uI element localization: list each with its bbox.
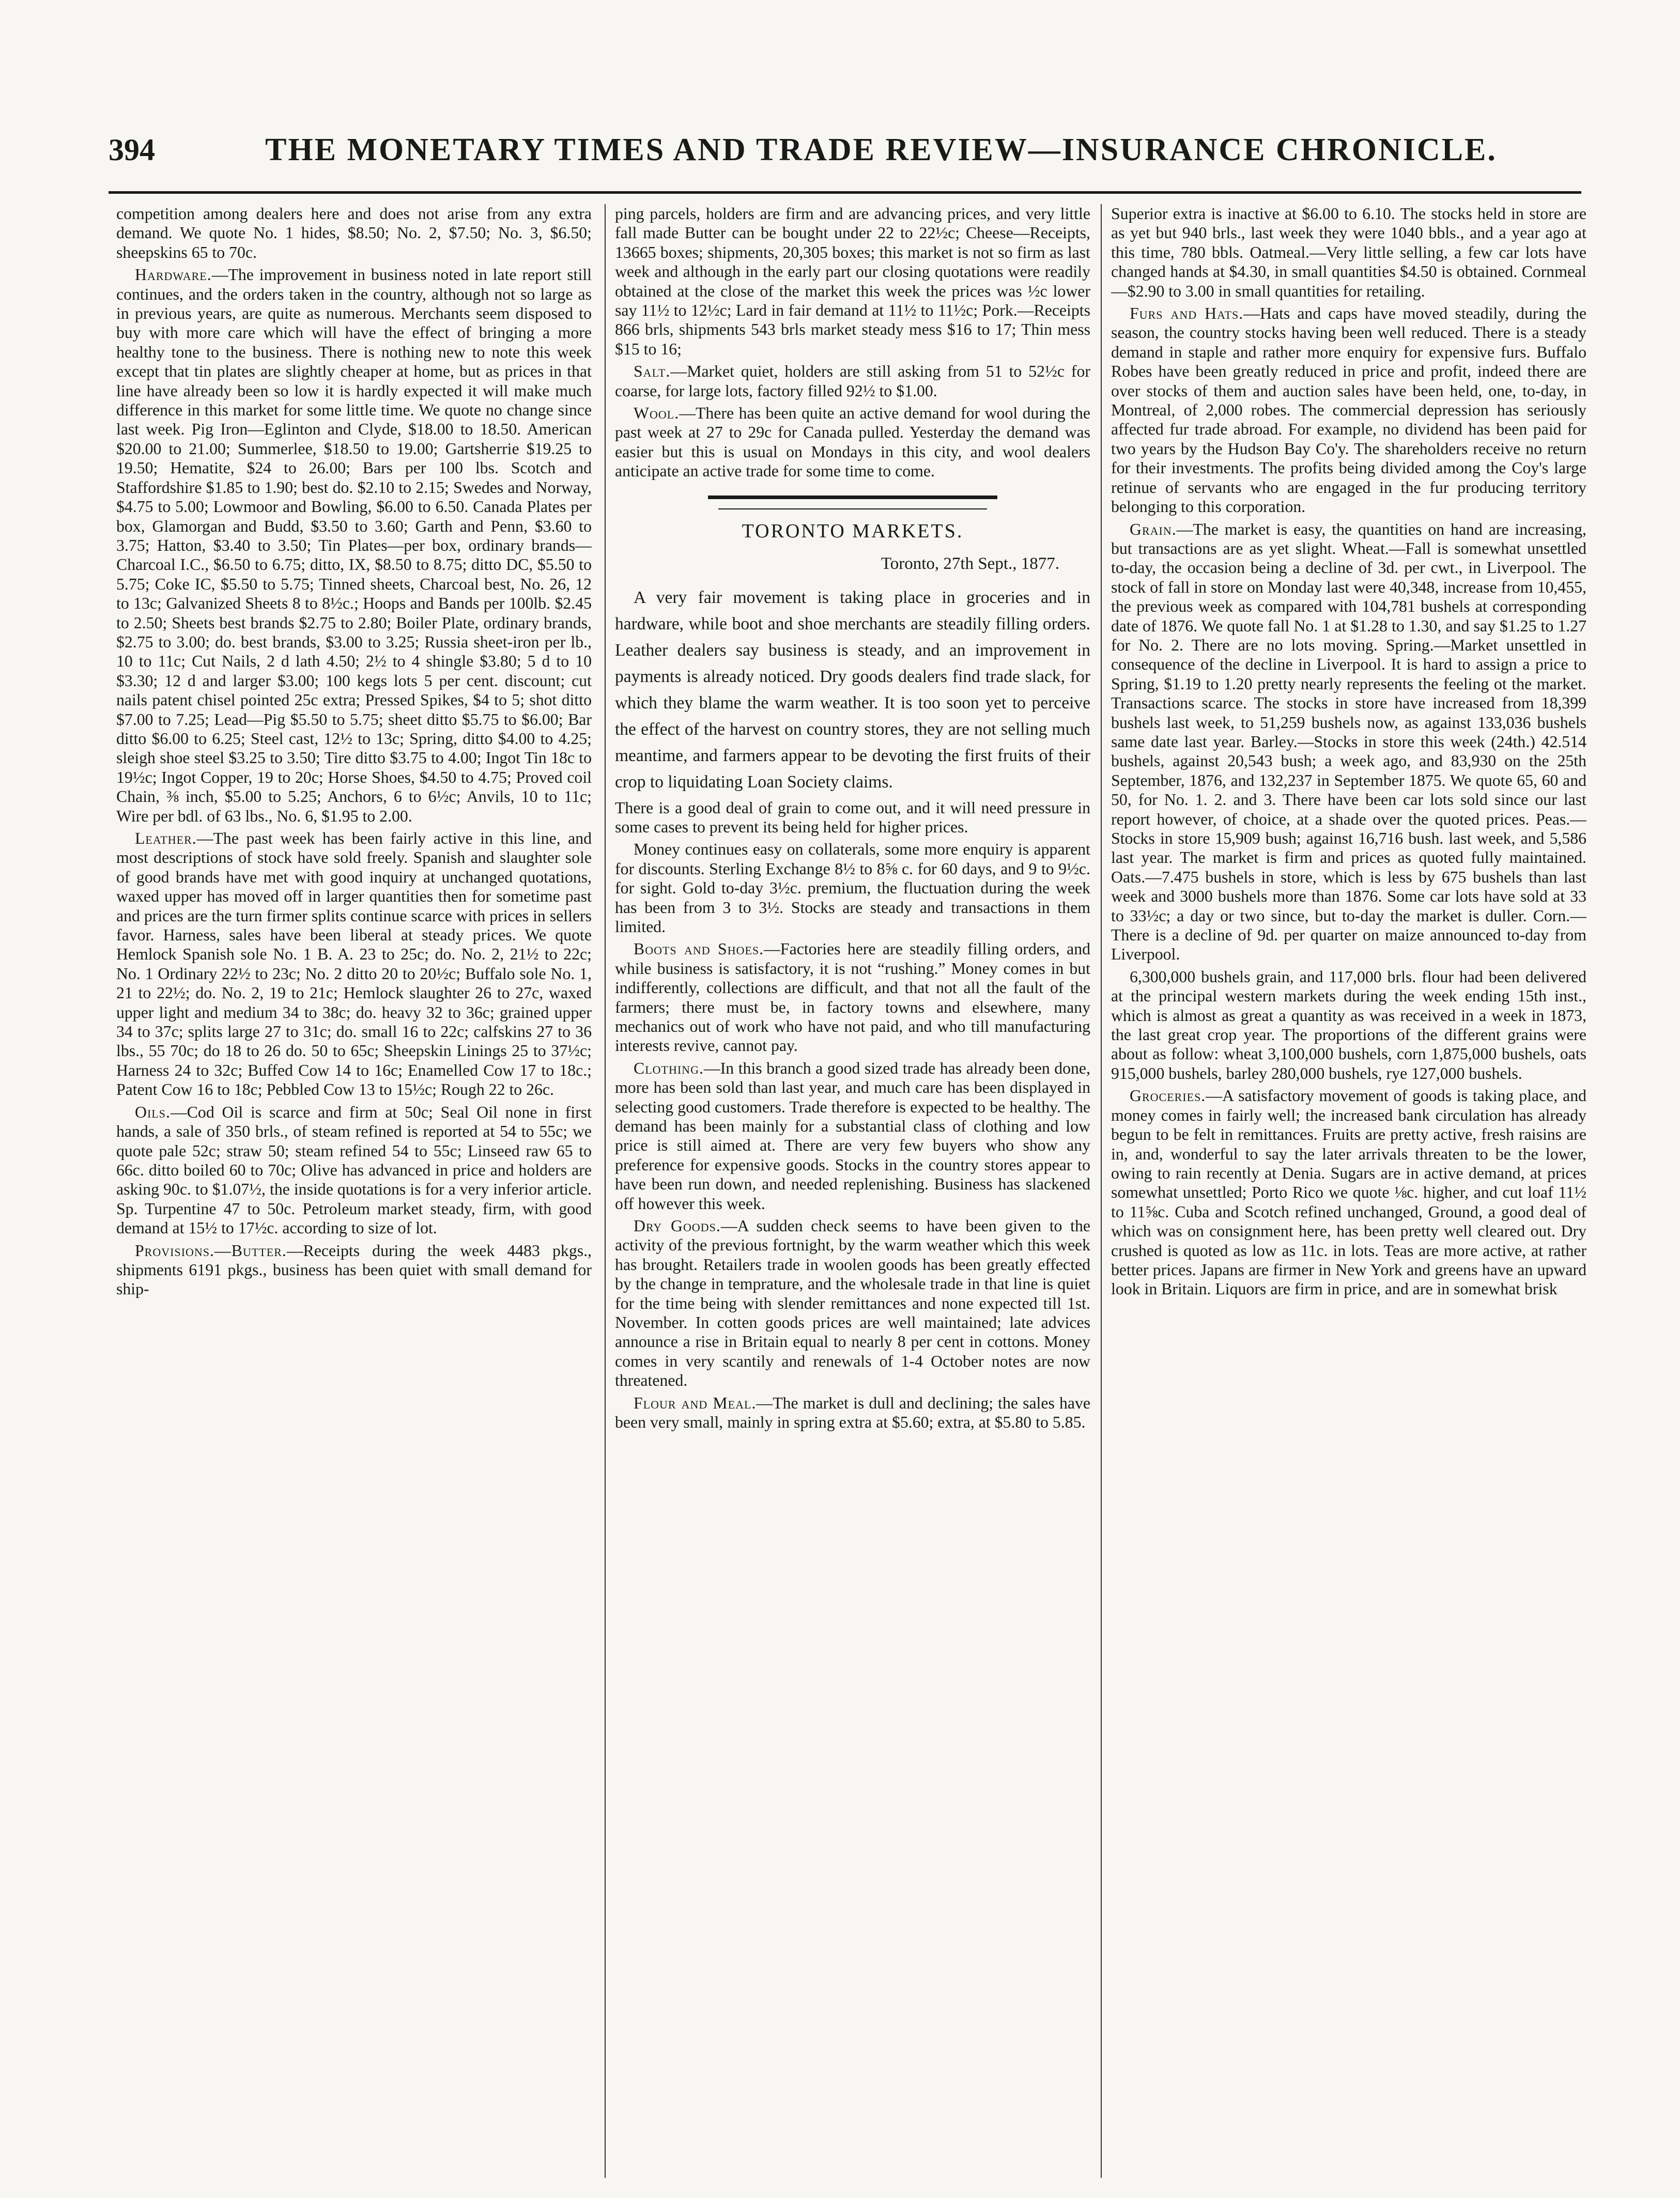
column-3 (1111, 204, 1586, 2178)
masthead-rule (109, 191, 1581, 194)
article-paragraph: ping parcels, holders are firm and are advancing prices, and very little fall made Butter can be bought under 22 to 22½c; Cheese—Receipts, 13665 boxes; shipments, 20,305 boxes; this market is not so firm as last week and although in the early part our closing quotations were readily obtained at the close of the market this week the prices was ½c lower say 11½ to 12½c; Lard in fair demand at 11½ to 11½c; Pork.—Receipts 866 brls, shipments 543 brls market steady mess $16 to 17; Thin mess $15 to 16; (615, 205, 1090, 358)
column-divider (605, 204, 606, 2178)
article-paragraph: Money continues easy on collaterals, some more enquiry is apparent for discounts. Sterling Exchange 8½ to 8⅝ c. for 60 days, and 9 to 9½c. for sight. Gold to-day 3½c. premium, the fluctuation during the week has been from 3 to 3½. Stocks are steady and transactions in them limited. (615, 840, 1090, 936)
masthead (109, 132, 1581, 178)
section-label: Groceries. (1130, 1087, 1206, 1105)
section-label: Leather. (135, 829, 197, 847)
article-paragraph: 6,300,000 bushels grain, and 117,000 brls. flour had been delivered at the principal western markets during the week ending 15th inst., which is almost as great a quantity as was received in a week in 1873, the last great crop year. The proportions of the different grains were about as follow: wheat 3,100,000 bushels, corn 1,875,000 bushels, oats 915,000 bushels, barley 280,000 bushels, rye 127,000 bushels. (1111, 967, 1586, 1082)
dateline: Toronto, 27th Sept., 1877. (881, 554, 1059, 574)
section-label: Furs and Hats. (1130, 304, 1244, 323)
article-paragraph: There is a good deal of grain to come out, and it will need pressure in some cases to prevent its being held for higher prices. (615, 798, 1090, 836)
section-label: Clothing. (634, 1059, 704, 1077)
section-title: TORONTO MARKETS. (742, 520, 964, 542)
section-label: Boots and Shoes. (634, 940, 764, 958)
section-label: Dry Goods. (634, 1217, 721, 1235)
article-paragraph: Grain.—The market is easy, the quantities on hand are increasing, but transactions are as yet slight. Wheat.—Fall is somewhat unsettled to-day, the occasion being a decline of 3d. per cwt., in Liverpool. The stock of fall in store on Monday last were 40,348, increase from 10,455, the previous week as compared with 104,781 bushels at corresponding date of 1876. We quote fall No. 1 at $1.28 to 1.30, and say $1.25 to 1.27 for No. 2. There are no lots moving. Spring.—Market unsettled in consequence of the decline in Liverpool. It is hard to assign a price to Spring, $1.19 to 1.20 pretty nearly represents the feeling ot the market. Transactions scarce. The stocks in store have increased from 18,399 bushels last week, to 51,259 bushels now, as against 133,036 bushels same date last year. Barley.—Stocks in store this week (24th.) 42.514 bushels, against 20,543 bush; a week ago, and 83,930 on the 25th September, 1876, and 132,237 in September 1875. We quote 65, 60 and 50, for No. 1. 2. and 3. There have been car lots sold since our last report however, of choice, at a shade over the quoted prices. Peas.—Stocks in store 15,909 bush; against 16,716 bush. last week, and 5,586 last year. The market is firm and prices as quoted fully maintained. Oats.—7.475 bushels in store, which is less by 675 bushels than last week and 3000 bushels more than 1876. Some car lots have sold at 33 to 33½c; a day or two since, but to-day the market is duller. Corn.—There is a decline of 9d. per quarter on maize announced to-day from Liverpool. (1111, 520, 1586, 964)
column-1 (116, 204, 592, 2178)
article-paragraph: Leather.—The past week has been fairly active in this line, and most descriptions of stock have sold freely. Spanish and slaughter sole of good brands have met with good inquiry at unchanged quotations, waxed upper has moved off in larger quantities then for sometime past and prices are the turn firmer splits continue scarce with prices in sellers favor. Harness, sales have been liberal at steady prices. We quote Hemlock Spanish sole No. 1 B. A. 23 to 25c; do. No. 2, 21½ to 22c; No. 1 Ordinary 22½ to 23c; No. 2 ditto 20 to 20½c; Buffalo sole No. 1, 21 to 22½; do. No. 2, 19 to 21c; Hemlock slaughter 26 to 27c, waxed upper light and medium 34 to 38c; do. heavy 32 to 36c; grained upper 34 to 37c; splits large 27 to 31c; do. small 16 to 22c; calfskins 27 to 36 lbs., 55 70c; do 18 to 26 do. 50 to 65c; Sheepskin Linings 25 to 37½c; Harness 24 to 32c; Buffed Cow 14 to 16c; Enamelled Cow 17 to 18c.; Patent Cow 16 to 18c; Pebbled Cow 13 to 15½c; Rough 22 to 26c. (116, 829, 592, 1099)
article-paragraph: Clothing.—In this branch a good sized trade has already been done, more has been sold than last year, and much care has been displayed in selecting good customers. Trade therefore is expected to be healthy. The demand has been mainly for a substantial class of clothing and low price is still aimed at. There are very few buyers who show any preference for expensive goods. Stocks in the country stores appear to have been run down, and needed replenishing. Business has slackened off however this week. (615, 1059, 1090, 1213)
section-label: Wool. (634, 404, 680, 423)
article-paragraph: Provisions.—Butter.—Receipts during the week 4483 pkgs., shipments 6191 pkgs., business has been quiet with small demand for ship- (116, 1241, 592, 1298)
section-label: Provisions.—Butter. (135, 1241, 287, 1260)
article-paragraph: Groceries.—A satisfactory movement of goods is taking place, and money comes in fairly well; the increased bank circulation has already begun to be felt in remittances. Fruits are pretty active, fresh raisins are in, and, wonderful to say the later arrivals threaten to be the lower, owing to rain recently at Denia. Sugars are in active demand, at prices somewhat unsettled; Porto Rico we quote ⅛c. higher, and cut loaf 11½ to 11⅝c. Cuba and Scotch refined unchanged, Ground, a good deal of which was on consignment here, has been pretty well cleared out. Dry crushed is quoted as low as 11c. in lots. Teas are more active, at rather better prices. Japans are firmer in New York and greens have an upward look in Britain. Liquors are firm in price, and are in somewhat brisk (1111, 1087, 1586, 1298)
article-paragraph: Hardware.—The improvement in business noted in late report still continues, and the orders taken in the country, although not so large as in previous years, are quite as numerous. Merchants seem disposed to buy with more care which will have the effect of bringing a more healthy tone to the business. There is nothing new to note this week except that tin plates are slightly cheaper at home, but as prices in that line have already been so low it is hardly expected it will make much difference in this market for some little time. We quote no change since last week. Pig Iron—Eglinton and Clyde, $18.00 to 18.50. American $20.00 to 21.00; Summerlee, $18.50 to 19.00; Gartsherrie $19.25 to 19.50; Hematite, $24 to 26.00; Bars per 100 lbs. Scotch and Staffordshire $1.85 to 1.90; best do. $2.10 to 2.15; Swedes and Norway, $4.75 to 5.00; Lowmoor and Bowling, $6.00 to 6.50. Canada Plates per box, Glamorgan and Budd, $3.50 to 3.60; Garth and Penn, $3.60 to 3.75; Hatton, $3.40 to 3.50; Tin Plates—per box, ordinary brands—Charcoal I.C., $6.50 to 6.75; ditto, IX, $8.50 to 8.75; ditto DC, $5.50 to 5.75; Coke IC, $5.50 to 5.75; Tinned sheets, Charcoal best, No. 26, 12 to 13c; Galvanized Sheets 8 to 8½c.; Hoops and Bands per 100lb. $2.45 to 2.50; Sheets best brands $2.75 to 2.80; Boiler Plate, ordinary brands, $2.75 to 3.00; do. best brands, $3.00 to 3.25; Russia sheet-iron per lb., 10 to 11c; Cut Nails, 2 d lath 4.50; 2½ to 4 shingle $3.80; 5 d to 10 $3.30; 12 d and larger $3.00; 100 kegs lots 5 per cent. discount; cut nails patent chisel pointed 25c extra; Pressed Spikes, $4 to 5; shot ditto $7.00 to 7.25; Lead—Pig $5.50 to 5.75; sheet ditto $5.75 to $6.00; Bar ditto $6.00 to 6.25; Steel cast, 12½ to 13c; Spring, ditto $4.00 to 4.25; sleigh shoe steel $3.25 to 3.50; Tire ditto $3.75 to 4.00; Ingot Tin 18c to 19½c; Ingot Copper, 19 to 20c; Horse Shoes, $4.50 to 4.75; Proved coil Chain, ⅜ inch, $5.00 to 5.25; Anchors, 6 to 6½c; Anvils, 10 to 11c; Wire per bdl. of 63 lbs., No. 6, $1.95 to 2.00. (116, 266, 592, 825)
page-number: 394 (109, 133, 155, 167)
page-title: THE MONETARY TIMES AND TRADE REVIEW—INSURANCE CHRONICLE. (265, 132, 1497, 167)
section-label: Hardware. (135, 266, 212, 284)
article-paragraph: Salt.—Market quiet, holders are still asking from 51 to 52½c for coarse, for large lots, factory filled 92½ to $1.00. (615, 362, 1090, 400)
column-2 (615, 204, 1090, 2178)
article-paragraph: Wool.—There has been quite an active demand for wool during the past week at 27 to 29c for Canada pulled. Yesterday the demand was easier but this is usual on Mondays in this city, and wool dealers anticipate an active trade for some time to come. (615, 404, 1090, 481)
column-divider (1101, 204, 1102, 2178)
section-label: Oils. (135, 1103, 171, 1121)
section-label: Salt. (634, 362, 671, 381)
article-paragraph: Oils.—Cod Oil is scarce and firm at 50c; Seal Oil none in first hands, a sale of 350 brls., of steam refined is reported at 54 to 55c; we quote pale 52c; straw 50; steam refined 54 to 55c; Linseed raw 65 to 66c. ditto boiled 60 to 70c; Olive has advanced in price and holders are asking 90c. to $1.07½, the inside quotations is for a very inferior article. Sp. Turpentine 47 to 50c. Petroleum market steady, firm, with good demand at 15½ to 17½c. according to size of lot. (116, 1103, 592, 1237)
section-divider (708, 496, 997, 499)
section-label: Grain. (1130, 520, 1177, 538)
section-divider (718, 508, 987, 509)
article-paragraph: A very fair movement is taking place in groceries and in hardware, while boot and shoe merchants are steadily filling orders. Leather dealers say business is steady, and an improvement in payments is already noticed. Dry goods dealers find trade slack, for which they blame the warm weather. It is too soon yet to perceive the effect of the harvest on country stores, they are not selling much meantime, and farmers appear to be devoting the first fruits of their crop to liquidating Loan Society claims. (615, 587, 1090, 792)
toronto-intro (615, 584, 1090, 795)
section-label: Flour and Meal. (634, 1394, 757, 1412)
article-paragraph: Superior extra is inactive at $6.00 to 6.10. The stocks held in store are as yet but 940 brls., last week they were 1040 bbls., and a year ago at this time, 780 bbls. Oatmeal.—Very little selling, a few car lots have changed hands at $4.30, in small quantities $4.50 is obtained. Cornmeal—$2.90 to 3.00 in small quantities for retailing. (1111, 205, 1586, 300)
article-paragraph: competition among dealers here and does not arise from any extra demand. We quote No. 1 hides, $8.50; No. 2, $7.50; No. 3, $6.50; sheepskins 65 to 70c. (116, 205, 592, 261)
article-paragraph: Boots and Shoes.—Factories here are steadily filling orders, and while business is satisfactory, it is not “rushing.” Money comes in but indifferently, collections are difficult, and that not all the fault of the farmers; there must be, in factory towns and elsewhere, many mechanics out of work who have not paid, and who till manufacturing interests revive, cannot pay. (615, 940, 1090, 1055)
article-paragraph: Dry Goods.—A sudden check seems to have been given to the activity of the previous fortnight, by the warm weather which this week has brought. Retailers trade in woolen goods has been greatly effected by the change in temprature, and the wholesale trade in that line is quiet for the time being with slender remittances and none expected till 1st. November. In cotten goods prices are well maintained; late advices announce a rise in Britain equal to nearly 8 per cent in cottons. Money comes in very scantily and renewals of 1-4 October notes are now threatened. (615, 1217, 1090, 1390)
article-paragraph: Furs and Hats.—Hats and caps have moved steadily, during the season, the country stocks having been well reduced. There is a steady demand in staple and rather more enquiry for expensive furs. Buffalo Robes have been greatly reduced in price and profit, indeed there are over stocks of them and auction sales have been held, one, to-day, in Montreal, of 2,000 robes. The commercial depression has seriously affected fur trade abroad. For example, no dividend has been paid for two years by the Hudson Bay Co'y. The shareholders receive no return for their investments. The profits being divided among the Coy's large retinue of servants who are engaged in the fur producing territory belonging to this corporation. (1111, 304, 1586, 516)
article-paragraph: Flour and Meal.—The market is dull and declining; the sales have been very small, mainly in spring extra at $5.60; extra, at $5.80 to 5.85. (615, 1394, 1090, 1432)
